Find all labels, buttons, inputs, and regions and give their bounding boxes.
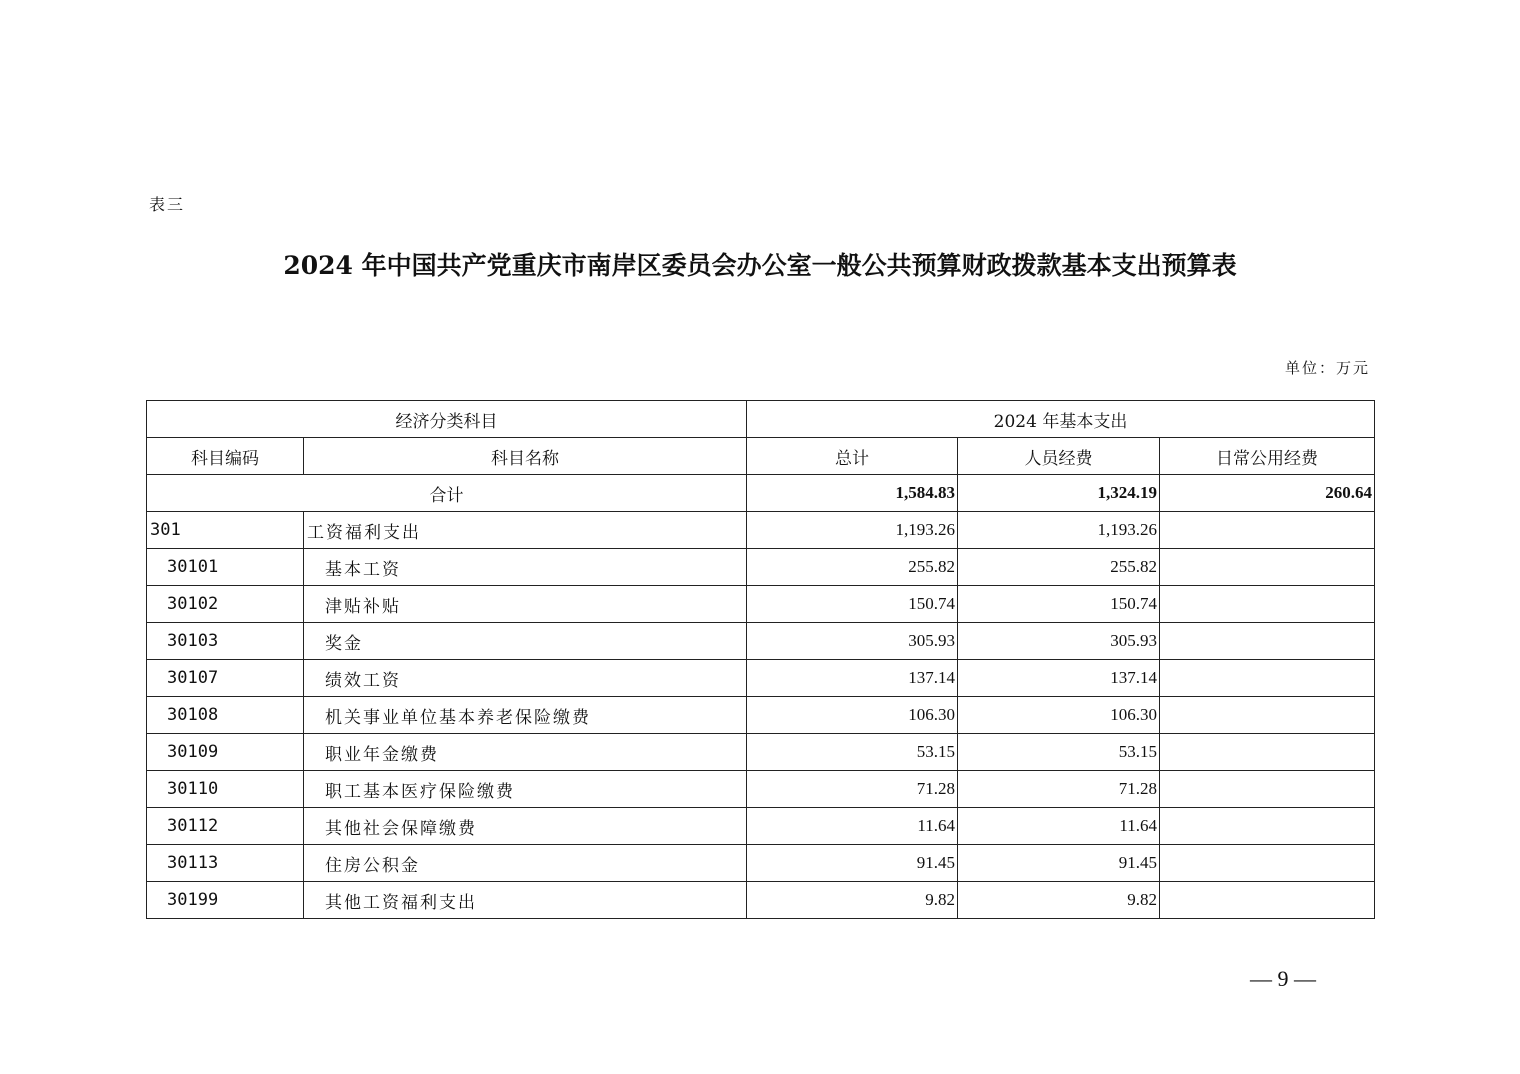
header-subject-code: 科目编码 <box>147 438 304 475</box>
table-row <box>147 771 1375 808</box>
subject-code-cell: 30199 <box>147 882 304 919</box>
total-cell: 305.93 <box>747 623 958 660</box>
subject-code-cell: 301 <box>147 512 304 549</box>
subject-name-cell: 工资福利支出 <box>304 512 747 549</box>
total-cell: 255.82 <box>747 549 958 586</box>
subject-code-cell: 30112 <box>147 808 304 845</box>
personnel-cell: 1,193.26 <box>958 512 1160 549</box>
personnel-cell: 9.82 <box>958 882 1160 919</box>
subject-code-cell: 30107 <box>147 660 304 697</box>
table-row <box>147 845 1375 882</box>
header-economic-classification: 经济分类科目 <box>147 401 747 438</box>
public-cell <box>1160 660 1375 697</box>
subject-code-cell: 30113 <box>147 845 304 882</box>
subject-name-cell: 职业年金缴费 <box>304 734 747 771</box>
budget-table <box>146 400 1375 919</box>
subject-name-cell: 其他社会保障缴费 <box>304 808 747 845</box>
personnel-cell: 71.28 <box>958 771 1160 808</box>
table-label: 表三 <box>149 195 186 214</box>
subject-code-cell: 30108 <box>147 697 304 734</box>
subject-name-cell: 住房公积金 <box>304 845 747 882</box>
total-row <box>147 475 1375 512</box>
subject-name-cell: 奖金 <box>304 623 747 660</box>
public-cell <box>1160 845 1375 882</box>
subject-code-cell: 30103 <box>147 623 304 660</box>
header-row-columns <box>147 438 1375 475</box>
subject-name-cell: 其他工资福利支出 <box>304 882 747 919</box>
personnel-cell: 305.93 <box>958 623 1160 660</box>
subject-name-cell: 职工基本医疗保险缴费 <box>304 771 747 808</box>
total-total: 1,584.83 <box>747 475 958 512</box>
public-cell <box>1160 549 1375 586</box>
table-row <box>147 882 1375 919</box>
personnel-cell: 91.45 <box>958 845 1160 882</box>
subject-name-cell: 基本工资 <box>304 549 747 586</box>
total-cell: 137.14 <box>747 660 958 697</box>
subject-code-cell: 30102 <box>147 586 304 623</box>
public-cell <box>1160 808 1375 845</box>
table-row <box>147 660 1375 697</box>
header-basic-expenditure: 2024 年基本支出 <box>747 401 1375 438</box>
total-cell: 91.45 <box>747 845 958 882</box>
personnel-cell: 150.74 <box>958 586 1160 623</box>
public-cell <box>1160 586 1375 623</box>
public-cell <box>1160 697 1375 734</box>
header-subject-name: 科目名称 <box>304 438 747 475</box>
table-row <box>147 549 1375 586</box>
total-public: 260.64 <box>1160 475 1375 512</box>
public-cell <box>1160 882 1375 919</box>
header-row-group <box>147 401 1375 438</box>
total-personnel: 1,324.19 <box>958 475 1160 512</box>
table-row <box>147 512 1375 549</box>
table-row <box>147 808 1375 845</box>
total-cell: 9.82 <box>747 882 958 919</box>
total-cell: 1,193.26 <box>747 512 958 549</box>
unit-label: 单位：万元 <box>1284 359 1370 377</box>
subject-name-cell: 机关事业单位基本养老保险缴费 <box>304 697 747 734</box>
total-cell: 71.28 <box>747 771 958 808</box>
subject-name-cell: 绩效工资 <box>304 660 747 697</box>
public-cell <box>1160 512 1375 549</box>
personnel-cell: 255.82 <box>958 549 1160 586</box>
header-total: 总计 <box>747 438 958 475</box>
personnel-cell: 137.14 <box>958 660 1160 697</box>
total-cell: 11.64 <box>747 808 958 845</box>
total-cell: 106.30 <box>747 697 958 734</box>
subject-code-cell: 30110 <box>147 771 304 808</box>
document-title: 2024 年中国共产党重庆市南岸区委员会办公室一般公共预算财政拨款基本支出预算表 <box>283 251 1237 280</box>
personnel-cell: 11.64 <box>958 808 1160 845</box>
public-cell <box>1160 623 1375 660</box>
total-label: 合计 <box>147 475 747 512</box>
personnel-cell: 106.30 <box>958 697 1160 734</box>
public-cell <box>1160 771 1375 808</box>
subject-name-cell: 津贴补贴 <box>304 586 747 623</box>
subject-code-cell: 30101 <box>147 549 304 586</box>
table-row <box>147 734 1375 771</box>
subject-code-cell: 30109 <box>147 734 304 771</box>
page-number: — 9 — <box>1250 966 1316 991</box>
public-cell <box>1160 734 1375 771</box>
table-row <box>147 623 1375 660</box>
total-cell: 150.74 <box>747 586 958 623</box>
personnel-cell: 53.15 <box>958 734 1160 771</box>
total-cell: 53.15 <box>747 734 958 771</box>
table-row <box>147 697 1375 734</box>
table-row <box>147 586 1375 623</box>
header-public: 日常公用经费 <box>1160 438 1375 475</box>
header-personnel: 人员经费 <box>958 438 1160 475</box>
